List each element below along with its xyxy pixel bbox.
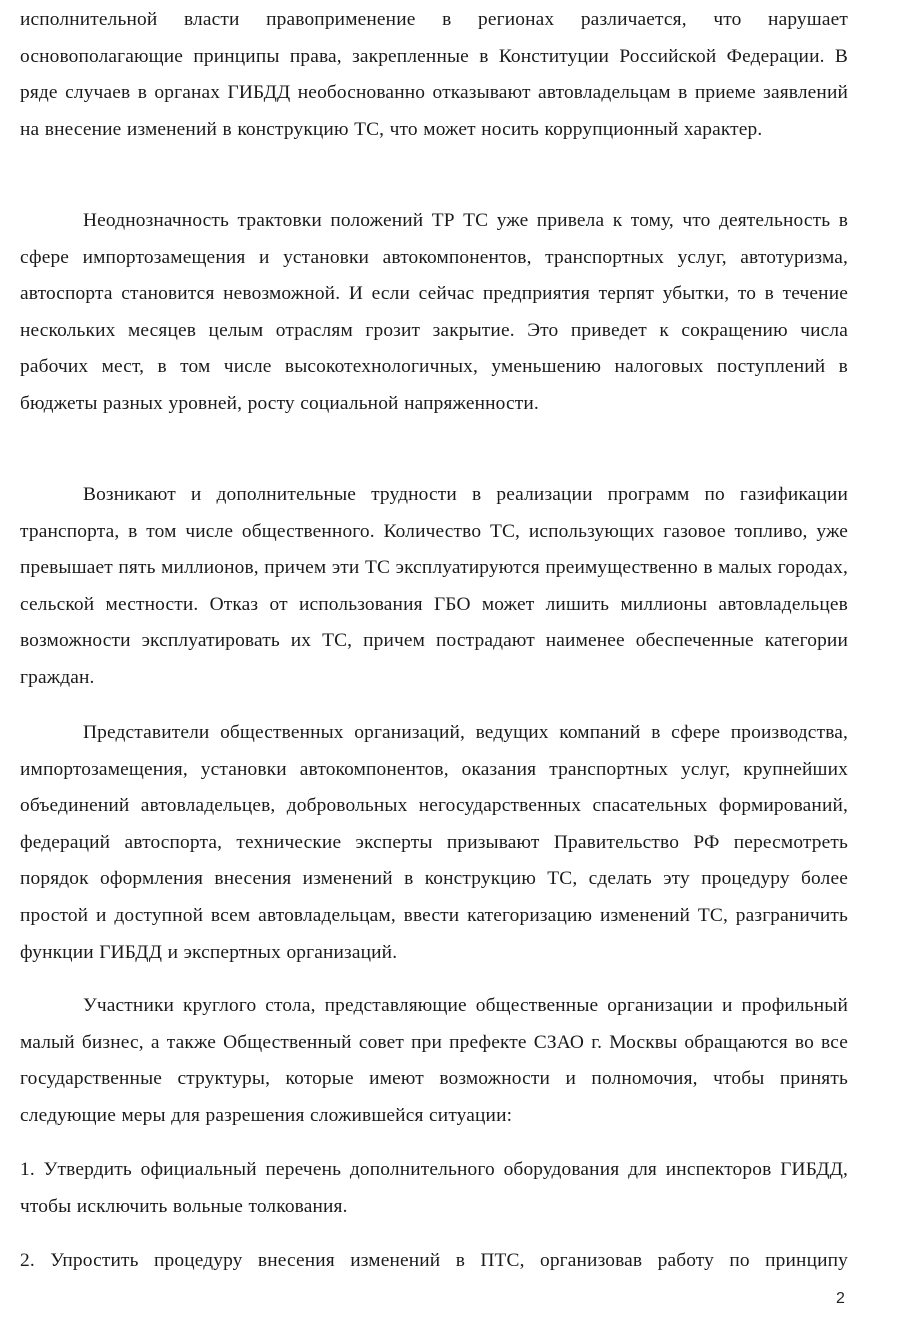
paragraph-representatives-appeal: Представители общественных организаций, ведущих компаний в сфере производства, импортозамещения, установки автокомпонентов, оказания транспортных услуг, крупнейших объединений автовладельцев, добровольных негосударственных спасательных формирований, федераций автоспорта, технические эксперты призывают Правительство РФ пересмотреть порядок оформления внесения изменений в конструкцию ТС, сделать эту процедуру более простой и доступной всем автовладельцам, ввести категоризацию изменений ТС, разграничить функции ГИБДД и экспертных организаций.: [20, 722, 848, 963]
paragraph-round-table-participants: Участники круглого стола, представляющие общественные организации и профильный малый бизнес, а также Общественный совет при префекте СЗАО г. Москвы обращаются во все государственные структуры, которые имеют возможности и полномочия, чтобы принять следующие меры для разрешения сложившейся ситуации:: [20, 995, 848, 1126]
paragraph-ambiguity-consequences: Неоднозначность трактовки положений ТР ТС уже привела к тому, что деятельность в сфере импортозамещения и установки автокомпонентов, транспортных услуг, автотуризма, автоспорта становится невозможной. И если сейчас предприятия терпят убытки, то в течение нескольких месяцев целым отраслям грозит закрытие. Это приведет к сокращению числа рабочих мест, в том числе высокотехнологичных, уменьшению налоговых поступлений в бюджеты разных уровней, росту социальной напряженности.: [20, 210, 848, 414]
page-number: 2: [836, 1290, 845, 1307]
list-item-measure-2: [20, 1243, 848, 1280]
paragraph-continuation-enforcement: исполнительной власти правоприменение в регионах различается, что нарушает основополагающие принципы права, закрепленные в Конституции Российской Федерации. В ряде случаев в органах ГИБДД необоснованно отказывают автовладельцам в приеме заявлений на внесение изменений в конструкцию ТС, что может носить коррупционный характер.: [20, 9, 848, 140]
paragraph-gasification-difficulties: Возникают и дополнительные трудности в реализации программ по газификации транспорта, в том числе общественного. Количество ТС, использующих газовое топливо, уже превышает пять миллионов, причем эти ТС эксплуатируются преимущественно в малых городах, сельской местности. Отказ от использования ГБО может лишить миллионы автовладельцев возможности эксплуатировать их ТС, причем пострадают наименее обеспеченные категории граждан.: [20, 484, 848, 688]
list-item-measure-1: 1. Утвердить официальный перечень дополнительного оборудования для инспекторов ГИБДД, чтобы исключить вольные толкования.: [20, 1159, 848, 1217]
list-item-measure-2-text: 2. Упростить процедуру внесения изменений в ПТС, организовав работу по принципу: [20, 1250, 848, 1271]
